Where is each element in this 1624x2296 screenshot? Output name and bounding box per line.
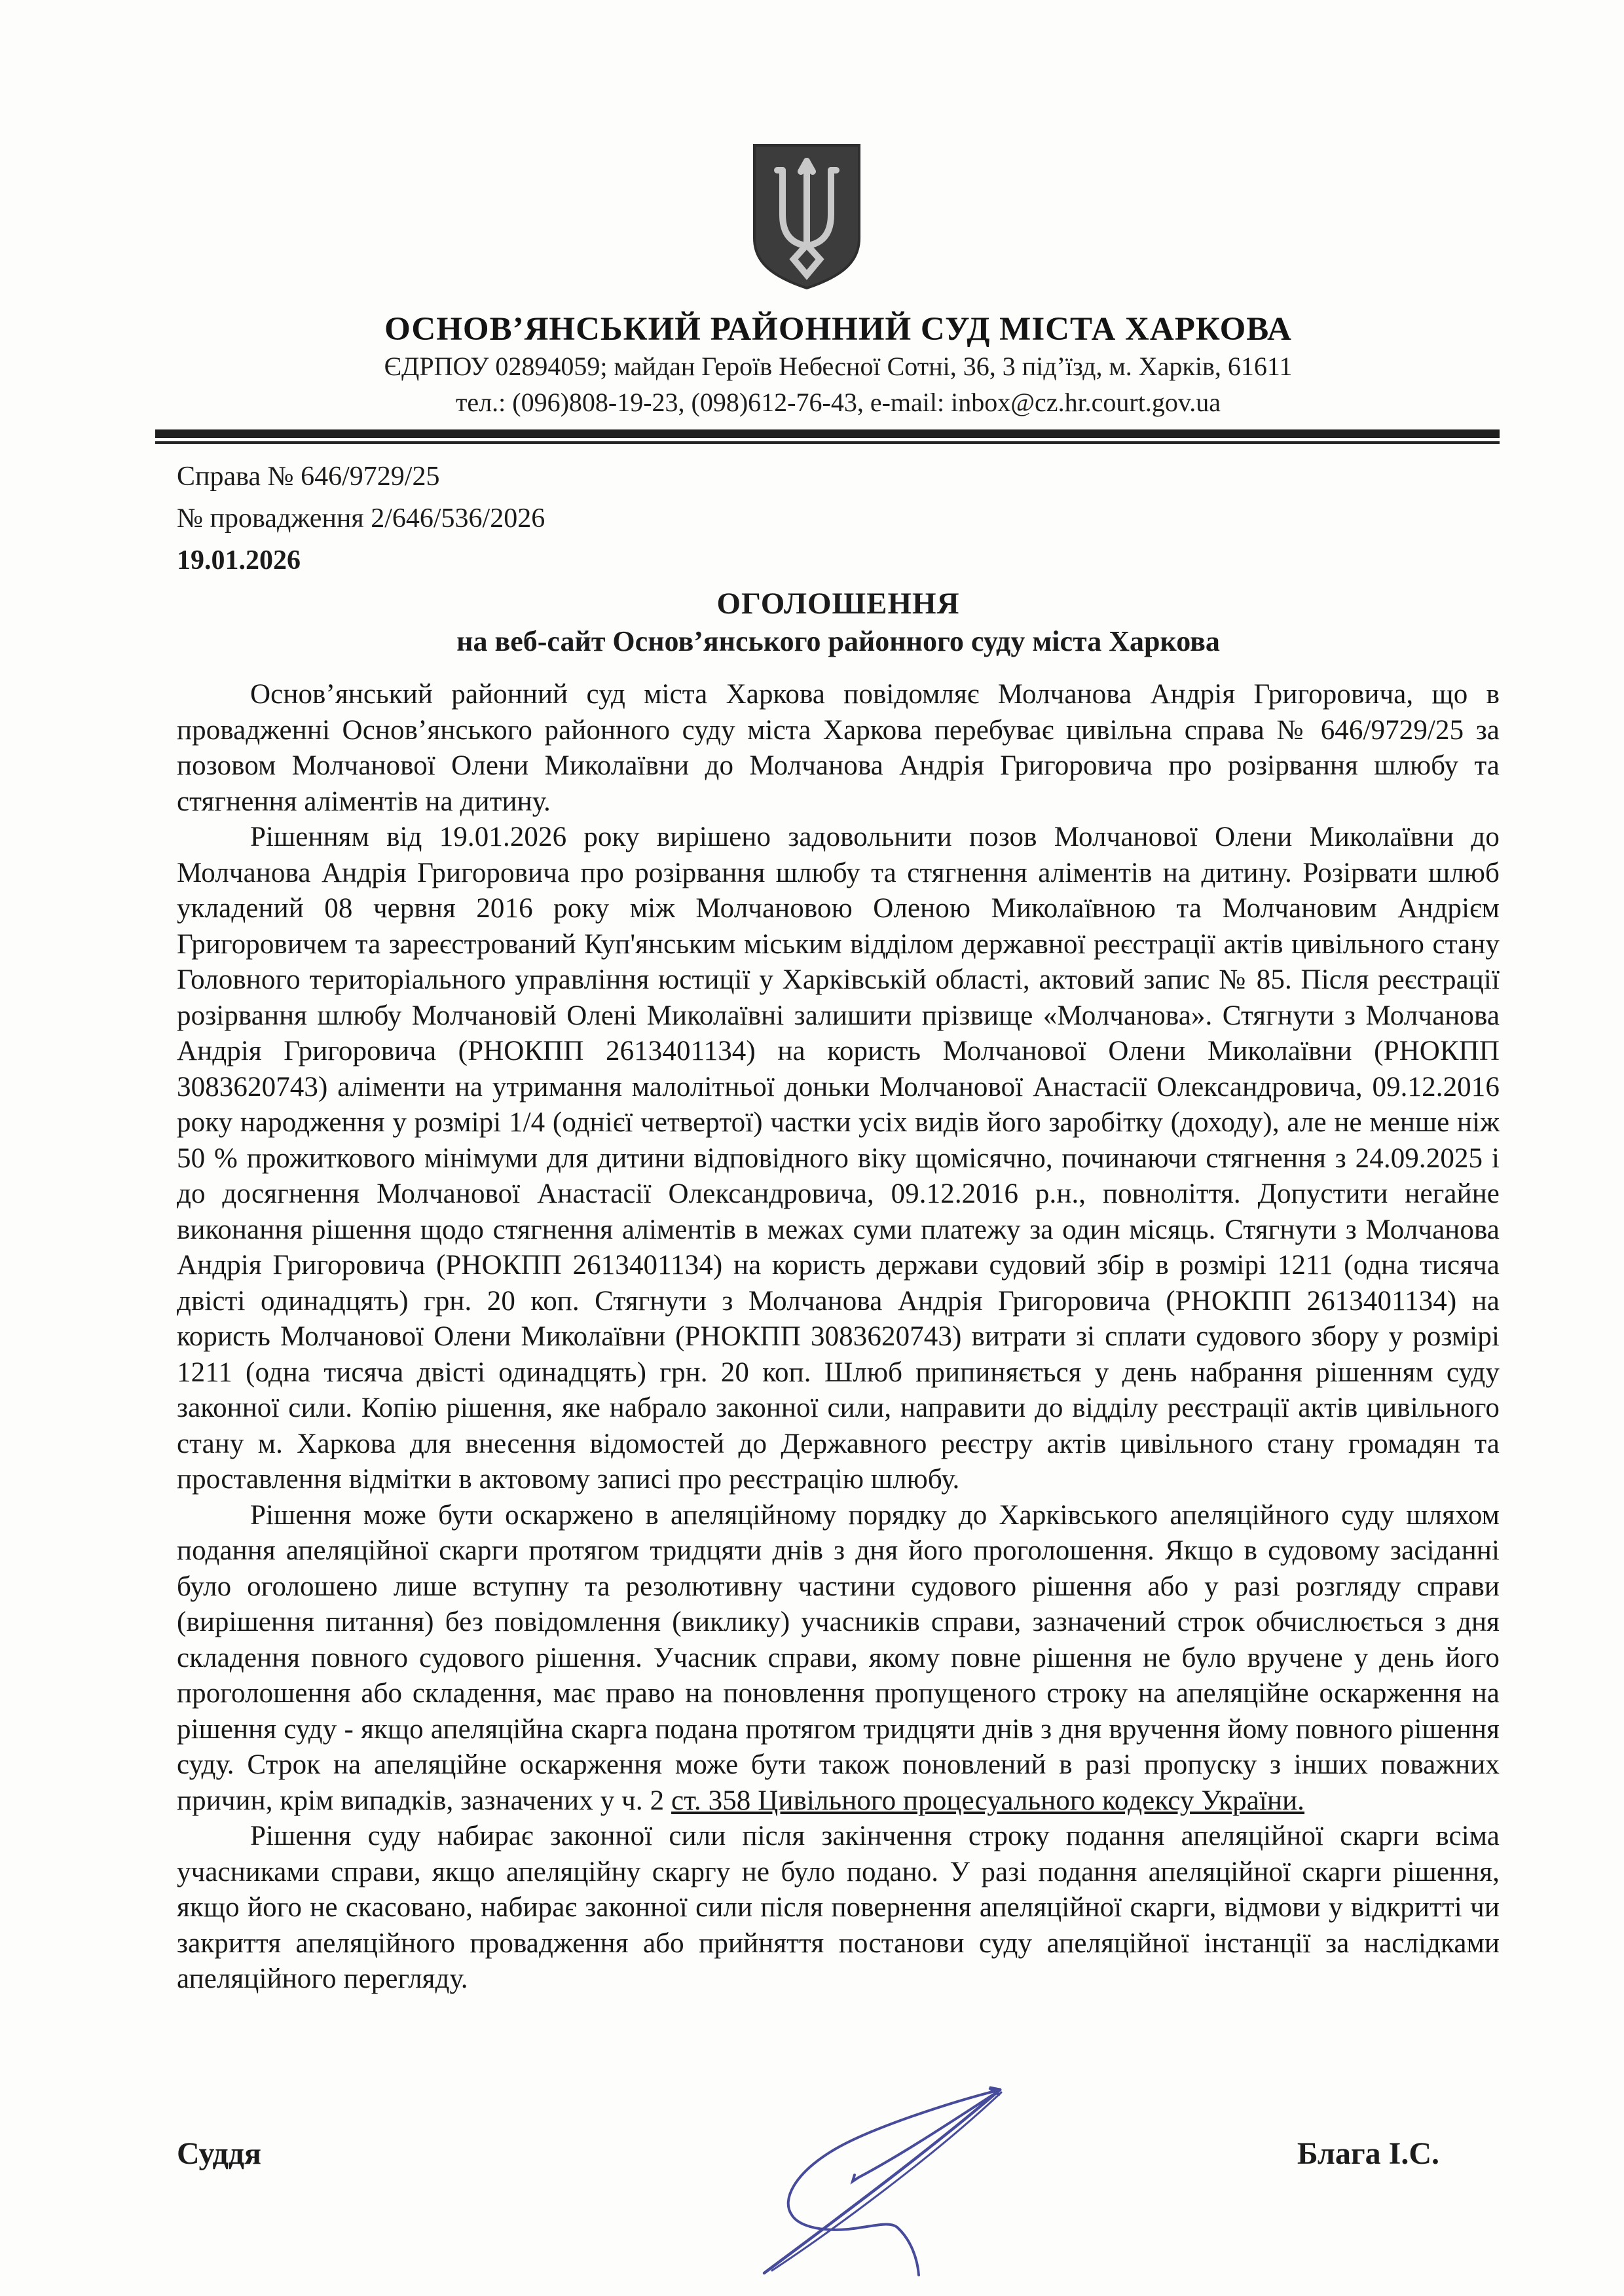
paragraph-notification [177,677,1500,820]
paragraph-notification-text: Основ’янський районний суд міста Харкова повідомляє Молчанова Андрія Григоровича, що в провадженні Основ’янського районного суду міста Харкова перебуває цивільна справа № 646/9729/25 за позовом Молчанової Олени Миколаївни до Молчанова Андрія Григоровича про розірвання шлюбу та стягнення аліментів на дитину. [177,679,1500,817]
court-contacts: тел.: (096)808-19-23, (098)612-76-43, e-mail: inbox@cz.hr.court.gov.ua [455,388,1221,417]
proceeding-number: № провадження 2/646/536/2026 [177,503,545,534]
case-number: Справа № 646/9729/25 [177,462,440,492]
document-title: ОГОЛОШЕННЯ [716,587,960,621]
court-name: ОСНОВ’ЯНСЬКИЙ РАЙОННИЙ СУД МІСТА ХАРКОВА [384,311,1292,348]
trident-shield-icon [750,141,863,291]
paragraph-appeal-procedure [177,1498,1500,1819]
document-body [177,677,1500,1997]
document-date: 19.01.2026 [177,545,301,575]
paragraph-court-decision [177,820,1500,1498]
judge-name: Блага І.С. [1297,2136,1439,2171]
paragraph-appeal-procedure-text: Рішення може бути оскаржено в апеляційному порядку до Харківського апеляційного суду шляхом подання апеляційної скарги протягом тридцяти днів з дня його проголошення. Якщо в судовому засіданні було оголошено лише вступну та резолютивну частини судового рішення або у разі розгляду справи (вирішення питання) без повідомлення (виклику) учасників справи, зазначений строк обчислюється з дня складення повного судового рішення. Учасник справи, якому повне рішення не було вручене у день його проголошення або складення, має право на поновлення пропущеного строку на апеляційне оскарження на рішення суду - якщо апеляційна скарга подана протягом тридцяти днів з дня вручення йому повного рішення суду. Строк на апеляційне оскарження може бути також поновлений в разі пропуску з інших поважних причин, крім випадків, зазначених у ч. 2 [177,1499,1500,1816]
paragraph-court-decision-text: Рішенням від 19.01.2026 року вирішено задовольнити позов Молчанової Олени Миколаївни до Молчанова Андрія Григоровича про розірвання шлюбу та стягнення аліментів на дитину. Розірвати шлюб укладений 08 червня 2016 року між Молчановою Оленою Миколаївною та Молчановим Андрієм Григоровичем та зареєстрований Куп'янським міським відділом державної реєстрації актів цивільного стану Головного територіального управління юстиції у Харківській області, актовий запис № 85. Після реєстрації розірвання шлюбу Молчановій Олені Миколаївні залишити прізвище «Молчанова». Стягнути з Молчанова Андрія Григоровича (РНОКПП 2613401134) на користь Молчанової Олени Миколаївни (РНОКПП 3083620743) аліменти на утримання малолітньої доньки Молчанової Анастасії Олександровича, 09.12.2016 року народження у розмірі 1/4 (однієї четвертої) частки усіх видів його заробітку (доходу), але не менше ніж 50 % прожиткового мінімуми для дитини відповідного віку щомісячно, починаючи стягнення з 24.09.2025 і до досягнення Молчанової Анастасії Олександровича, 09.12.2016 р.н., повноліття. Допустити негайне виконання рішення щодо стягнення аліментів в межах суми платежу за один місяць. Стягнути з Молчанова Андрія Григоровича (РНОКПП 2613401134) на користь держави судовий збір в розмірі 1211 (одна тисяча двісті одинадцять) грн. 20 коп. Стягнути з Молчанова Андрія Григоровича (РНОКПП 2613401134) на користь Молчанової Олени Миколаївни (РНОКПП 3083620743) витрати зі сплати судового збору у розмірі 1211 (одна тисяча двісті одинадцять) грн. 20 коп. Шлюб припиняється у день набрання рішенням суду законної сили. Копію рішення, яке набрало законної сили, направити до відділу реєстрації актів цивільного стану м. Харкова для внесення відомостей до Державного реєстру актів цивільного стану громадян та проставлення відмітки в актовому записі про реєстрацію шлюбу. [177,822,1500,1495]
paragraph-legal-force [177,1819,1500,1997]
divider-thick-line [155,429,1500,438]
paragraph-legal-force-text: Рішення суду набирає законної сили після закінчення строку подання апеляційної скарги всіма учасниками справи, якщо апеляційну скаргу не було подано. У разі подання апеляційної скарги рішення, якщо його не скасовано, набирає законної сили після повернення апеляційної скарги, відмови у відкритті чи закриття апеляційного провадження або прийняття постанови суду апеляційної інстанції за наслідками апеляційного перегляду. [177,1821,1500,1994]
court-address: ЄДРПОУ 02894059; майдан Героїв Небесної Сотні, 36, 3 під’їзд, м. Харків, 61611 [384,352,1293,381]
judge-label: Суддя [177,2136,261,2171]
case-info-block [177,456,1500,581]
ukraine-trident-emblem [750,141,863,291]
judge-handwritten-signature [756,2081,1015,2284]
legal-code-reference: ст. 358 Цивільного процесуального кодексу України. [671,1785,1305,1816]
document-subtitle: на веб-сайт Основ’янського районного суду міста Харкова [456,625,1220,657]
header-divider-rule [155,429,1500,444]
divider-thin-line [155,441,1500,444]
